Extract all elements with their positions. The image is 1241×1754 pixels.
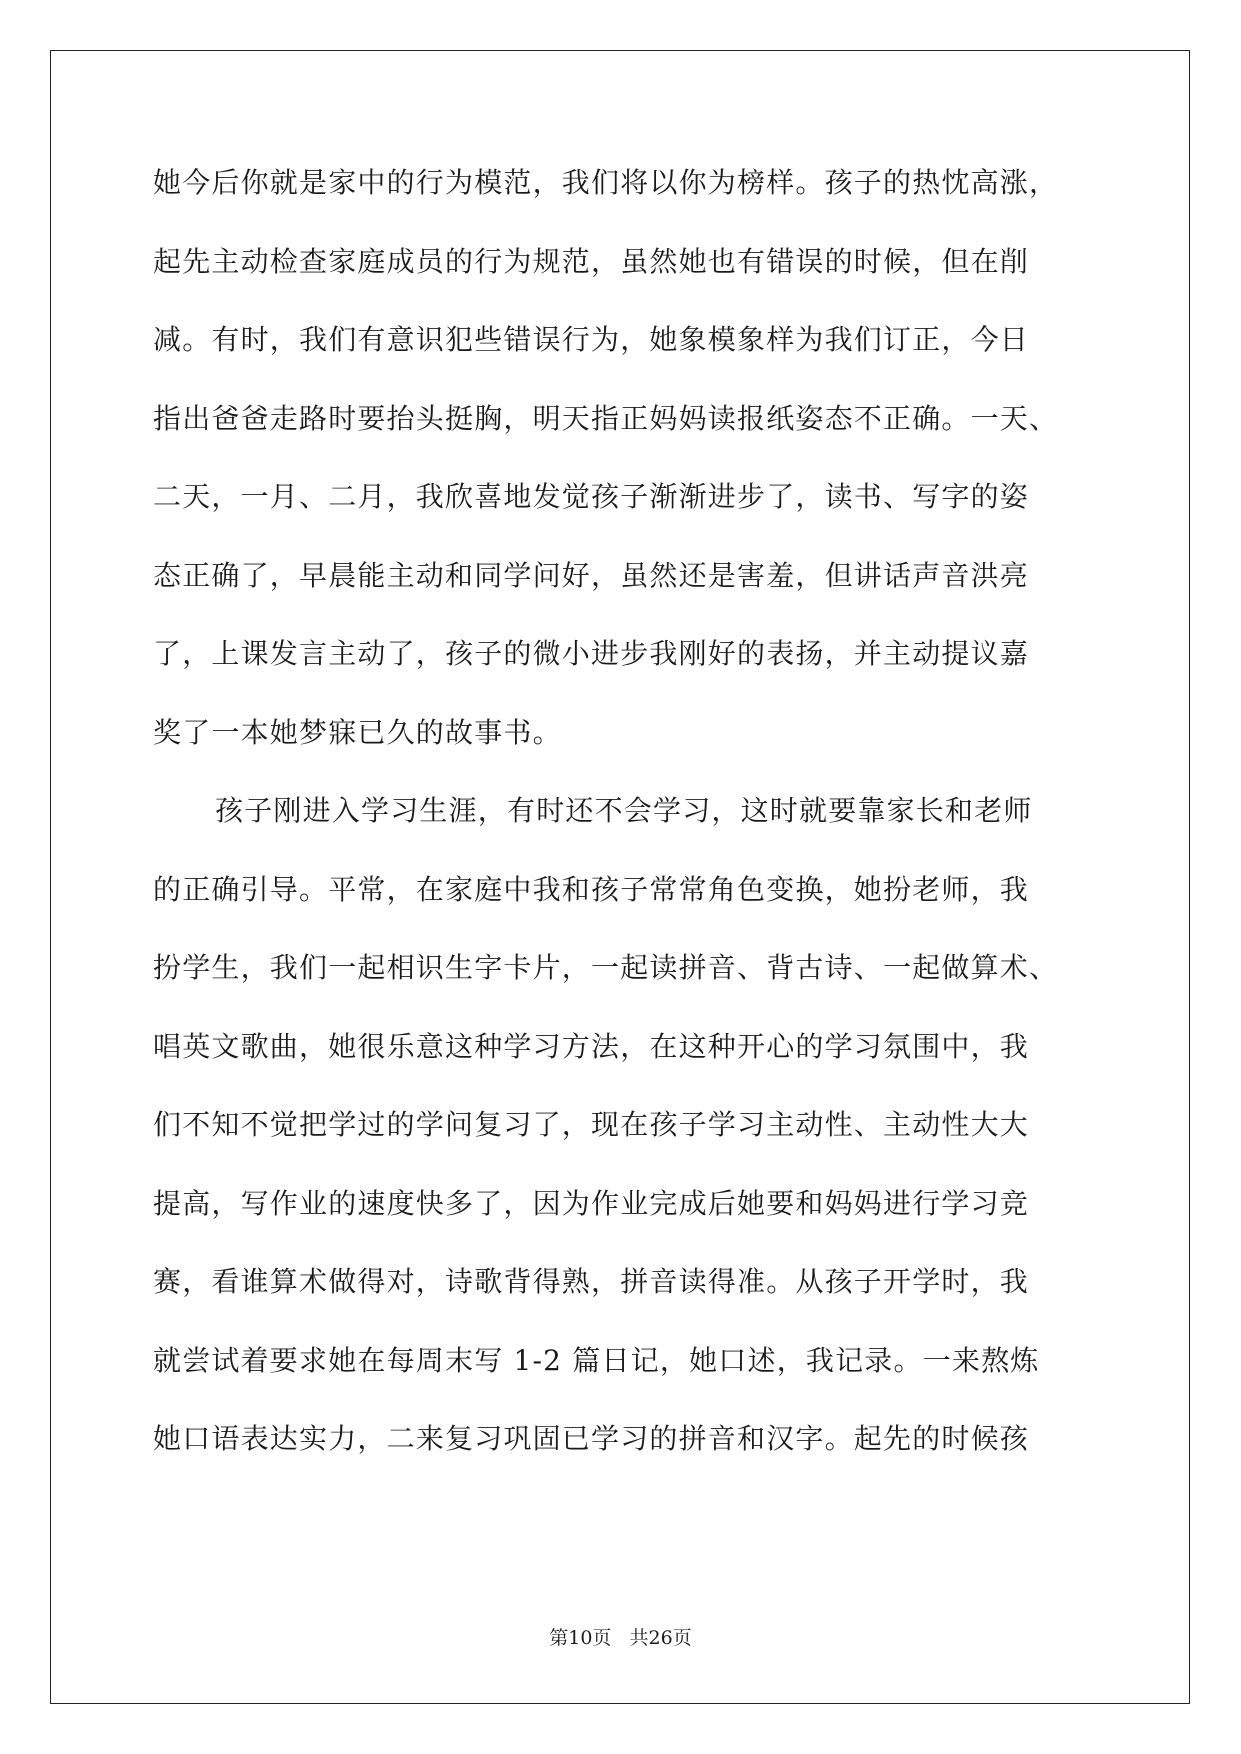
text-line: 就尝试着要求她在每周末写 1-2 篇日记，她口述，我记录。一来熬炼 (153, 1343, 1040, 1377)
text-line: 奖了一本她梦寐已久的故事书。 (153, 715, 562, 749)
text-line: 唱英文歌曲，她很乐意这种学习方法，在这种开心的学习氛围中，我 (153, 1029, 1030, 1063)
text-line: 她今后你就是家中的行为模范，我们将以你为榜样。孩子的热忱高涨， (153, 166, 1059, 199)
document-body (153, 163, 1093, 1498)
text-line: 们不知不觉把学过的学问复习了，现在孩子学习主动性、主动性大大 (153, 1108, 1030, 1141)
text-line: 二天，一月、二月，我欣喜地发觉孩子渐渐进步了，读书、写字的姿 (153, 480, 1030, 513)
text-line: 态正确了，早晨能主动和同学问好，虽然还是害羞，但讲话声音洪亮 (153, 558, 1030, 592)
text-line: 指出爸爸走路时要抬头挺胸，明天指正妈妈读报纸姿态不正确。一天、 (153, 401, 1059, 435)
text-line: 了，上课发言主动了，孩子的微小进步我刚好的表扬，并主动提议嘉 (153, 637, 1030, 670)
text-line: 提高，写作业的速度快多了，因为作业完成后她要和妈妈进行学习竞 (153, 1186, 1030, 1220)
text-line: 她口语表达实力，二来复习巩固已学习的拼音和汉字。起先的时候孩 (153, 1422, 1030, 1455)
text-line: 的正确引导。平常，在家庭中我和孩子常常角色变换，她扮老师，我 (153, 872, 1030, 906)
text-line: 起先主动检查家庭成员的行为规范，虽然她也有错误的时候，但在削 (153, 244, 1030, 278)
page-number-footer: 第10页 共26页 (549, 1627, 692, 1649)
text-line: 孩子刚进入学习生涯，有时还不会学习，这时就要靠家长和老师 (215, 794, 1033, 827)
text-line: 扮学生，我们一起相识生字卡片，一起读拼音、背古诗、一起做算术、 (153, 951, 1059, 984)
text-line: 减。有时，我们有意识犯些错误行为，她象模象样为我们订正，今日 (153, 323, 1030, 356)
text-line: 赛，看谁算术做得对，诗歌背得熟，拼音读得准。从孩子开学时，我 (153, 1265, 1030, 1298)
